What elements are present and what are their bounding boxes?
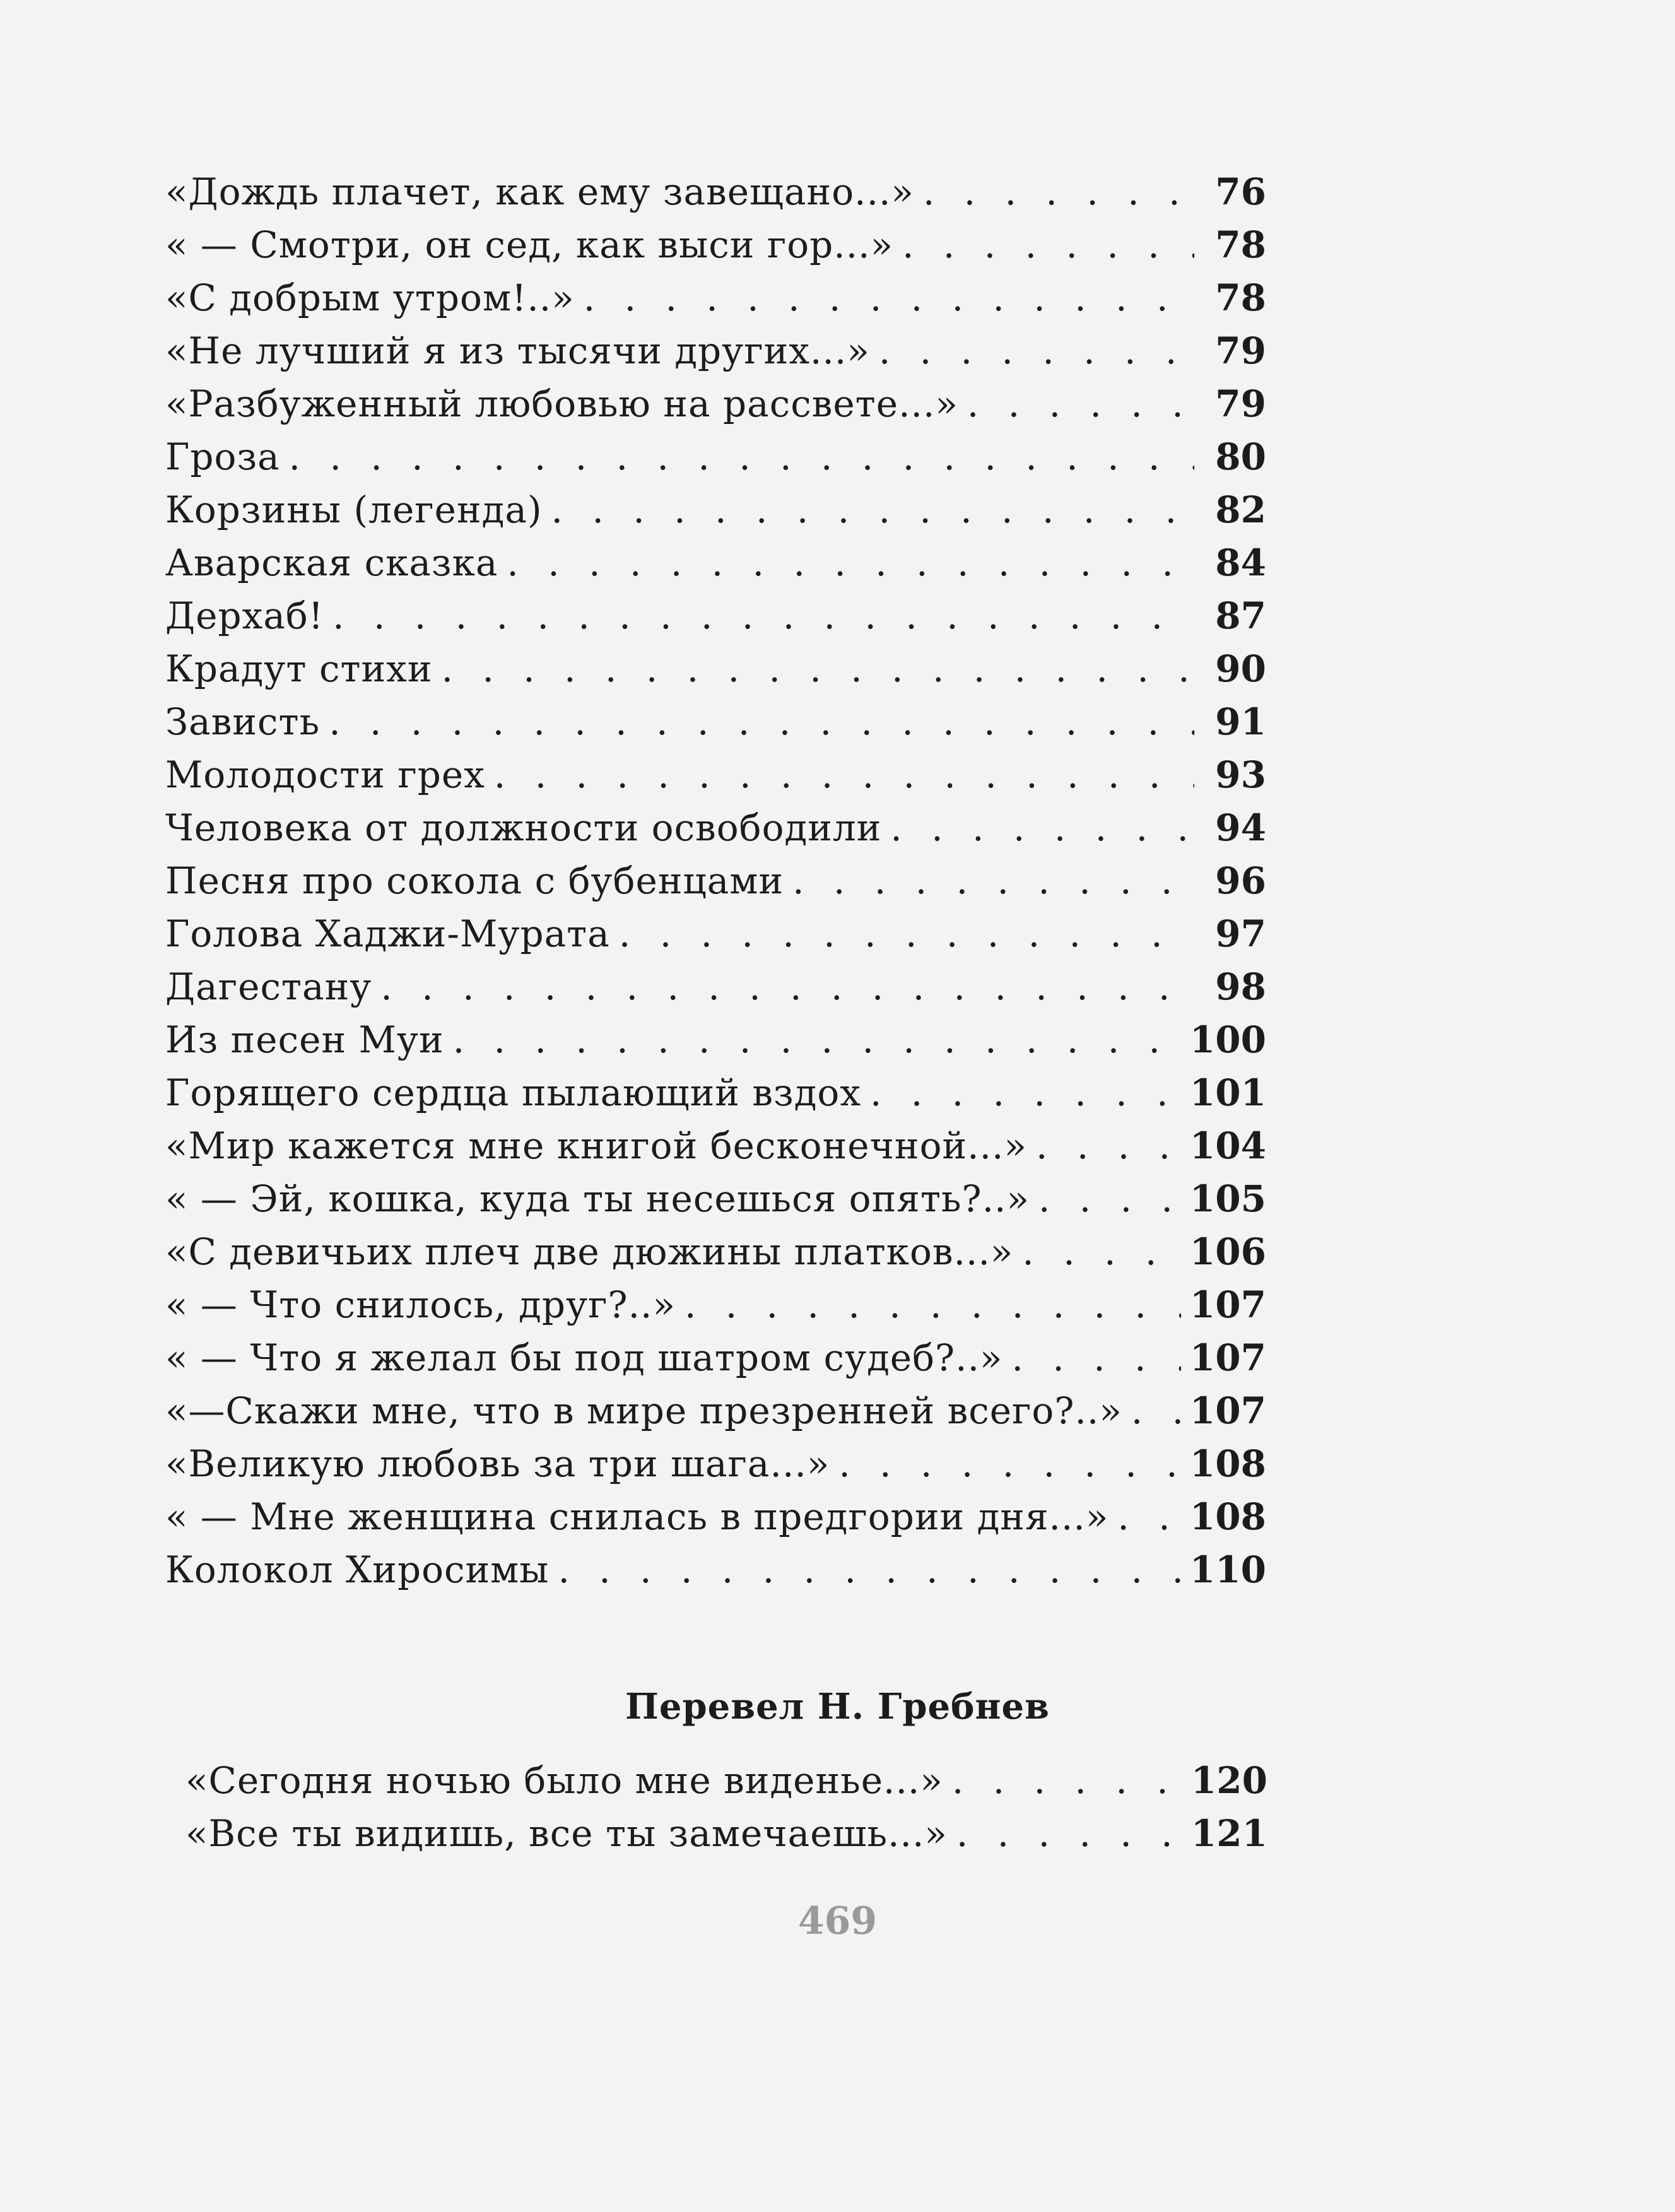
toc-entry-page: 90 <box>1215 647 1266 690</box>
toc-entry-title: Дерхаб! <box>165 594 324 637</box>
toc-entry <box>165 536 1266 589</box>
toc-entry <box>165 589 1266 642</box>
toc-entry-page: 91 <box>1215 700 1266 743</box>
toc-entry-page: 108 <box>1189 1442 1266 1485</box>
toc-entry <box>165 1331 1266 1384</box>
toc-entry-page: 120 <box>1190 1759 1267 1802</box>
section-toc <box>185 1754 1267 1860</box>
toc-entry-title: « — Эй, кошка, куда ты несешься опять?..» <box>165 1177 1030 1220</box>
toc-leader-dots <box>584 271 1194 324</box>
toc-entry-page: 94 <box>1215 806 1266 849</box>
toc-entry <box>165 1013 1266 1066</box>
toc-entry <box>185 1807 1267 1860</box>
toc-leader-dots <box>956 1807 1182 1860</box>
toc-leader-dots <box>1012 1331 1181 1384</box>
toc-entry-page: 80 <box>1215 435 1266 478</box>
toc-entry-page: 76 <box>1215 170 1266 213</box>
toc-entry-title: Аварская сказка <box>165 541 498 584</box>
toc-entry-page: 108 <box>1189 1495 1266 1538</box>
toc-entry-page: 106 <box>1189 1230 1266 1273</box>
toc-entry <box>165 907 1266 960</box>
toc-leader-dots <box>289 430 1194 483</box>
toc-leader-dots <box>967 377 1194 430</box>
toc-entry-title: «Дождь плачет, как ему завещано...» <box>165 170 914 213</box>
toc-leader-dots <box>558 1543 1180 1596</box>
table-of-contents <box>165 165 1266 1596</box>
toc-entry-title: Гроза <box>165 435 280 478</box>
toc-entry <box>165 1172 1266 1225</box>
toc-entry <box>165 960 1266 1013</box>
toc-leader-dots <box>1131 1384 1181 1437</box>
toc-entry-page: 105 <box>1189 1177 1266 1220</box>
toc-entry-page: 98 <box>1215 965 1266 1008</box>
toc-leader-dots <box>332 589 1194 642</box>
toc-entry-title: «С добрым утром!..» <box>165 276 575 319</box>
toc-entry-title: Из песен Муи <box>165 1018 444 1061</box>
toc-leader-dots <box>329 695 1194 748</box>
toc-entry <box>185 1754 1267 1807</box>
toc-entry-title: « — Что я желал бы под шатром судеб?..» <box>165 1336 1003 1379</box>
toc-entry <box>165 165 1266 218</box>
toc-entry-title: Колокол Хиросимы <box>165 1548 550 1591</box>
toc-entry <box>165 1437 1266 1490</box>
toc-entry-page: 107 <box>1189 1389 1266 1432</box>
toc-leader-dots <box>551 483 1194 536</box>
toc-leader-dots <box>1022 1225 1181 1278</box>
toc-leader-dots <box>838 1437 1181 1490</box>
toc-entry <box>165 695 1266 748</box>
toc-entry-title: «Великую любовь за три шага...» <box>165 1442 830 1485</box>
toc-entry-page: 78 <box>1215 276 1266 319</box>
toc-leader-dots <box>870 1066 1181 1119</box>
toc-entry <box>165 218 1266 271</box>
toc-entry-page: 93 <box>1215 753 1266 796</box>
toc-leader-dots <box>890 801 1194 854</box>
toc-entry-page: 79 <box>1215 329 1266 372</box>
toc-entry-title: «Не лучший я из тысячи других...» <box>165 329 870 372</box>
toc-entry <box>165 1490 1266 1543</box>
toc-entry <box>165 271 1266 324</box>
toc-entry-title: «Сегодня ночью было мне виденье...» <box>185 1759 943 1802</box>
toc-leader-dots <box>507 536 1194 589</box>
toc-entry-page: 107 <box>1189 1336 1266 1379</box>
toc-leader-dots <box>902 218 1194 271</box>
toc-leader-dots <box>1117 1490 1181 1543</box>
toc-leader-dots <box>1038 1172 1181 1225</box>
toc-entry-title: «С девичьих плеч две дюжины платков...» <box>165 1230 1014 1273</box>
toc-entry-page: 96 <box>1215 859 1266 902</box>
toc-entry-title: Песня про сокола с бубенцами <box>165 859 784 902</box>
toc-entry-page: 101 <box>1189 1071 1266 1114</box>
toc-entry <box>165 1119 1266 1172</box>
toc-entry <box>165 1066 1266 1119</box>
toc-entry <box>165 1384 1266 1437</box>
toc-entry-title: Горящего сердца пылающий вздох <box>165 1071 862 1114</box>
toc-entry-page: 107 <box>1189 1283 1266 1326</box>
toc-entry-title: Корзины (легенда) <box>165 488 543 531</box>
toc-entry-page: 110 <box>1189 1548 1266 1591</box>
toc-entry <box>165 1225 1266 1278</box>
toc-entry-title: Зависть <box>165 700 320 743</box>
toc-entry <box>165 324 1266 377</box>
toc-leader-dots <box>442 642 1194 695</box>
toc-entry-title: Крадут стихи <box>165 647 433 690</box>
section-heading: Перевел Н. Гребнев <box>625 1686 1050 1727</box>
toc-entry-title: «Разбуженный любовью на рассвете...» <box>165 382 958 425</box>
toc-entry <box>165 1543 1266 1596</box>
toc-entry-title: Молодости грех <box>165 753 485 796</box>
toc-leader-dots <box>494 748 1194 801</box>
toc-entry-title: Дагестану <box>165 965 372 1008</box>
toc-entry <box>165 854 1266 907</box>
toc-leader-dots <box>685 1278 1181 1331</box>
toc-entry-page: 97 <box>1215 912 1266 955</box>
toc-entry <box>165 483 1266 536</box>
toc-entry <box>165 377 1266 430</box>
toc-entry <box>165 1278 1266 1331</box>
toc-entry-title: Человека от должности освободили <box>165 806 882 849</box>
toc-entry-title: Голова Хаджи-Мурата <box>165 912 610 955</box>
toc-leader-dots <box>380 960 1194 1013</box>
toc-entry-title: «Все ты видишь, все ты замечаешь...» <box>185 1812 948 1855</box>
toc-entry-page: 121 <box>1190 1812 1267 1855</box>
toc-entry <box>165 430 1266 483</box>
toc-leader-dots <box>1036 1119 1181 1172</box>
toc-entry-page: 104 <box>1189 1124 1266 1167</box>
toc-entry <box>165 748 1266 801</box>
toc-leader-dots <box>923 165 1194 218</box>
toc-leader-dots <box>879 324 1194 377</box>
toc-entry-title: « — Что снилось, друг?..» <box>165 1283 676 1326</box>
toc-leader-dots <box>453 1013 1181 1066</box>
toc-entry-title: « — Смотри, он сед, как выси гор...» <box>165 223 894 266</box>
toc-leader-dots <box>619 907 1194 960</box>
toc-entry-page: 82 <box>1215 488 1266 531</box>
toc-entry-page: 78 <box>1215 223 1266 266</box>
toc-leader-dots <box>792 854 1194 907</box>
toc-entry-page: 79 <box>1215 382 1266 425</box>
toc-entry-page: 87 <box>1215 594 1266 637</box>
toc-entry-title: «—Скажи мне, что в мире презренней всего?..» <box>165 1389 1122 1432</box>
page-number: 469 <box>797 1899 878 1943</box>
toc-entry-title: «Мир кажется мне книгой бесконечной...» <box>165 1124 1027 1167</box>
toc-entry-page: 100 <box>1189 1018 1266 1061</box>
toc-entry <box>165 801 1266 854</box>
toc-leader-dots <box>952 1754 1182 1807</box>
toc-entry-page: 84 <box>1215 541 1266 584</box>
toc-entry <box>165 642 1266 695</box>
toc-entry-title: « — Мне женщина снилась в предгории дня...» <box>165 1495 1109 1538</box>
